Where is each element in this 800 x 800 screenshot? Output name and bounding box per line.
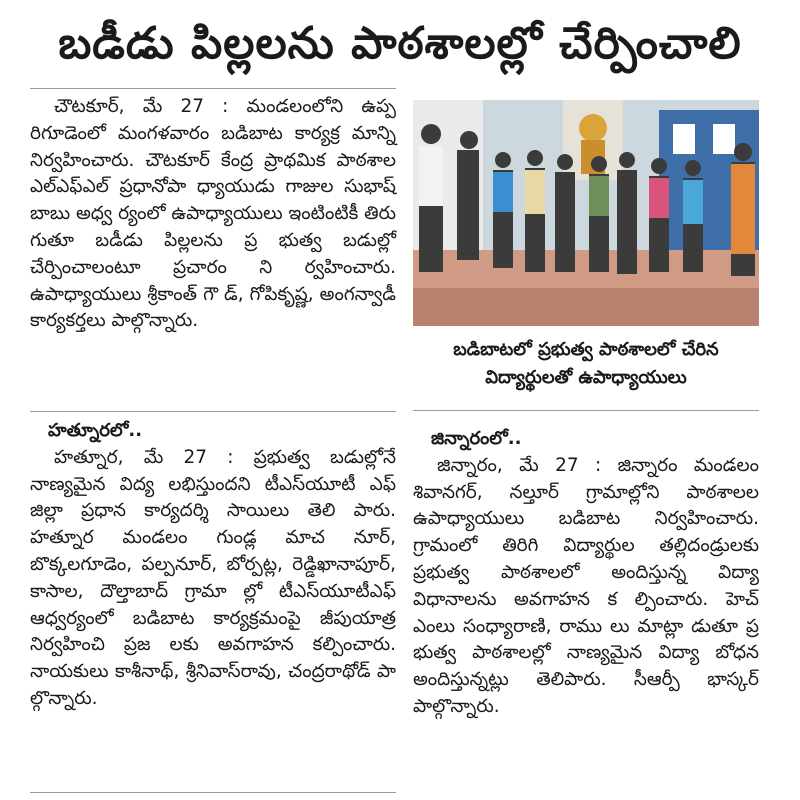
rule-main-top <box>30 88 396 89</box>
story-jinnaram-body: జిన్నారం, మే 27 : జిన్నారం మండలం శివానగర్, నల్తూర్ గ్రామాల్లోని పాఠశాలల ఉపాధ్యాయులు బడిబాట నిర్వహించారు. గ్రామంలో తిరిగి విద్యార్థుల తల్లిదండ్రులకు ప్రభుత్వ పాఠశాలలో అందిస్తున్న విద్యా విధానాలను అవగాహన క ల్పించారు. హెచ్ ఎంలు సంధ్యారాణి, రాము లు మాట్లా డుతూ ప్ర భుత్వ పాఠశాలల్లో నాణ్యమైన విద్యా బోధన అందిస్తున్నట్లు తెలిపారు. సీఆర్పీ భాస్కర్ పాల్గొన్నారు. <box>413 454 759 717</box>
news-photo-illustration <box>413 100 759 326</box>
rule-hathnura-top <box>30 411 396 412</box>
story-hathnura <box>30 418 396 713</box>
headline: బడీడు పిల్లలను పాఠశాలల్లో చేర్పించాలి <box>58 18 742 69</box>
story-hathnura-body: హత్నూర, మే 27 : ప్రభుత్వ బడుల్లోనే నాణ్యమైన విద్య లభిస్తుందని టీఎస్‌యూటీ ఎఫ్ జిల్లా ప్రధాన కార్యదర్శి సాయిలు తెలి పారు. హత్నూర మండలం గుండ్ల మాచ నూర్, బొక్కలగూడెం, పల్పనూర్, బోర్పట్ల, రెడ్డిఖానాపూర్, కాసాల, దౌల్తాబాద్ గ్రామా ల్లో టీఎస్‌యూటీఎఫ్ ఆధ్వర్యంలో బడిబాట కార్యక్రమంపై జీపుయాత్ర నిర్వహించి ప్రజ లకు అవగాహన కల్పించారు. నాయకులు కాశీనాథ్, శ్రీనివాస్‌రావు, చంద్రరాథోడ్ పా ల్గొన్నారు. <box>30 446 396 709</box>
photo-caption: బడిబాటలో ప్రభుత్వ పాఠశాలలో చేరిన విద్యార్థులతో ఉపాధ్యాయులు <box>453 339 719 388</box>
news-photo <box>413 100 759 326</box>
story-main-body: చౌటకూర్, మే 27 : మండలంలోని ఉప్ప రిగూడెంలో మంగళవారం బడిబాట కార్యక్ర మాన్ని నిర్వహించారు. చౌటకూర్ కేంద్ర ప్రాథమిక పాఠశాల ఎల్ఎఫ్ఎల్ ప్రధానోపా ధ్యాయుడు గాజుల సుభాష్ బాబు అధ్వ ర్యంలో ఉపాధ్యాయులు ఇంటింటికీ తిరు గుతూ బడీడు పిల్లలను ప్ర భుత్వ బడుల్లో చేర్పించాలంటూ ప్రచారం ని ర్వహించారు. ఉపాధ్యాయులు శ్రీకాంత్ గౌ డ్, గోపికృష్ణ, అంగన్వాడీ కార్యకర్తలు పాల్గొన్నారు. <box>30 96 396 332</box>
story-jinnaram <box>413 426 759 721</box>
story-jinnaram-heading: జిన్నారంలో.. <box>431 428 522 449</box>
rule-jinnaram-top <box>413 410 759 411</box>
rule-bottom <box>30 792 396 793</box>
story-hathnura-heading: హత్నూరలో.. <box>48 420 143 441</box>
story-main <box>30 94 396 335</box>
